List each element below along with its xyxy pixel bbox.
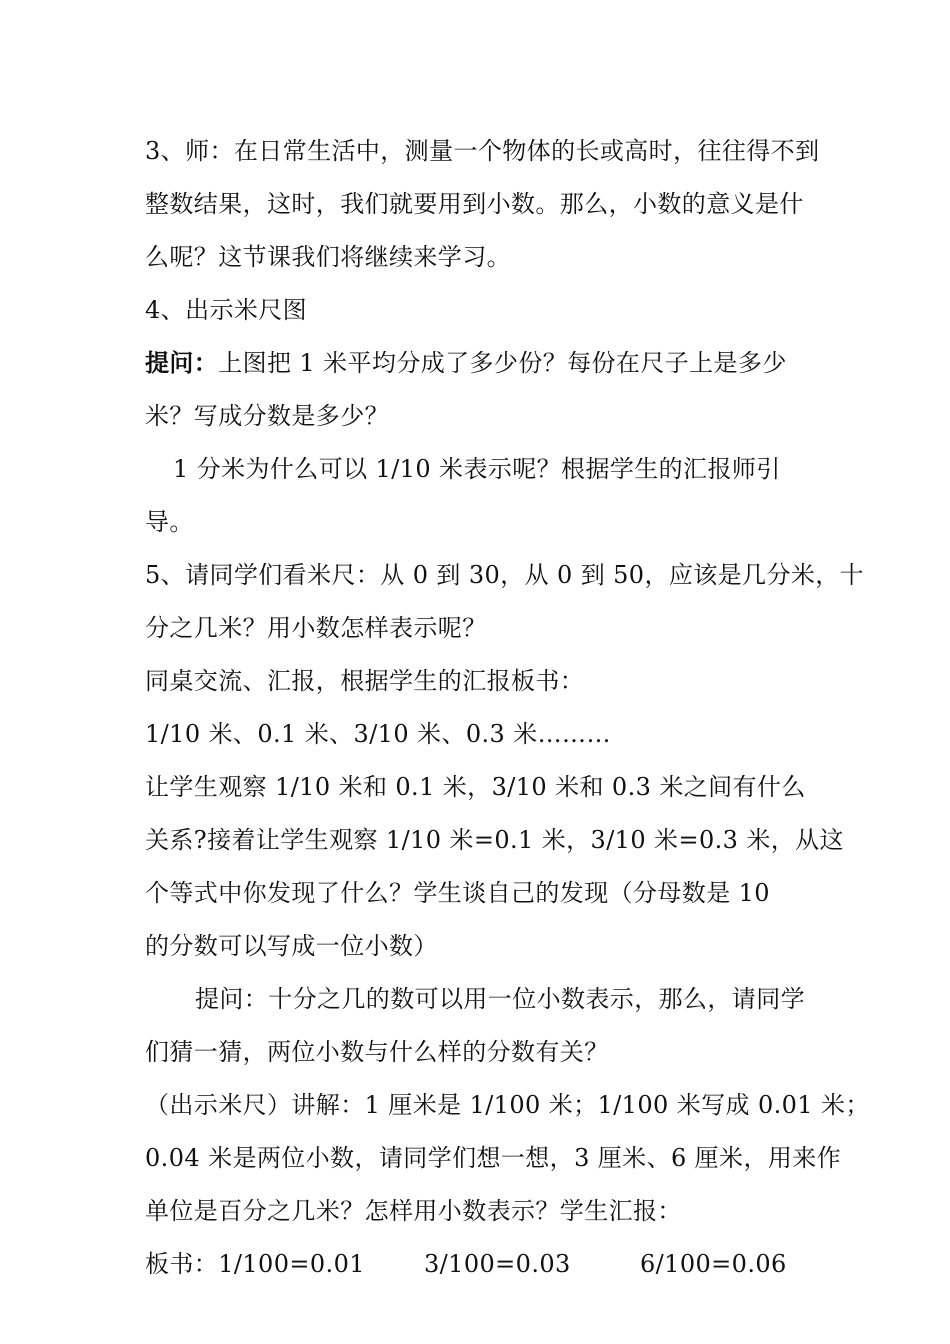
paragraph-line-21: 单位是百分之几米？怎样用小数表示？学生汇报： (145, 1197, 682, 1225)
paragraph-line-12: 1/10 米、0.1 米、3/10 米、0.3 米……… (145, 720, 611, 748)
question-line (145, 348, 787, 378)
question-label: 提问： (145, 348, 219, 377)
board-item-3-wrap (640, 1249, 787, 1279)
paragraph-line-10: 分之几米？用小数怎样表示呢？ (145, 614, 487, 642)
paragraph-line-16: 的分数可以写成一位小数） (145, 932, 438, 960)
question-text: 上图把 1 米平均分成了多少份？每份在尺子上是多少 (218, 349, 787, 377)
paragraph-line-18: 们猜一猜，两位小数与什么样的分数有关？ (145, 1038, 609, 1066)
paragraph-line-19: （出示米尺）讲解：1 厘米是 1/100 米；1/100 米写成 0.01 米； (145, 1091, 870, 1119)
paragraph-line-3: 么呢？这节课我们将继续来学习。 (145, 243, 511, 271)
board-item-3: 6/100=0.06 (640, 1250, 787, 1278)
board-item-2-wrap (424, 1249, 571, 1279)
paragraph-line-17: 提问：十分之几的数可以用一位小数表示，那么，请同学 (195, 985, 805, 1013)
board-line (145, 1249, 365, 1279)
board-label: 板书： (145, 1250, 219, 1278)
paragraph-line-20: 0.04 米是两位小数，请同学们想一想，3 厘米、6 厘米，用来作 (145, 1144, 842, 1172)
board-item-2: 3/100=0.03 (424, 1250, 571, 1278)
paragraph-line-1: 3、师：在日常生活中，测量一个物体的长或高时，往往得不到 (145, 137, 820, 165)
board-item-1: 1/100=0.01 (218, 1250, 365, 1278)
paragraph-line-8: 导。 (145, 508, 194, 536)
paragraph-line-6: 米？写成分数是多少？ (145, 402, 389, 430)
paragraph-line-2: 整数结果，这时，我们就要用到小数。那么，小数的意义是什 (145, 190, 804, 218)
paragraph-line-4: 4、出示米尺图 (145, 296, 308, 324)
paragraph-line-11: 同桌交流、汇报，根据学生的汇报板书： (145, 667, 585, 695)
paragraph-line-15: 个等式中你发现了什么？学生谈自己的发现（分母数是 10 (145, 879, 770, 907)
paragraph-line-14: 关系?接着让学生观察 1/10 米=0.1 米，3/10 米=0.3 米，从这 (145, 826, 844, 854)
paragraph-line-9: 5、请同学们看米尺：从 0 到 30，从 0 到 50，应该是几分米，十 (145, 561, 865, 589)
paragraph-line-13: 让学生观察 1/10 米和 0.1 米，3/10 米和 0.3 米之间有什么 (145, 773, 806, 801)
paragraph-line-7: 1 分米为什么可以 1/10 米表示呢？根据学生的汇报师引 (173, 455, 781, 483)
